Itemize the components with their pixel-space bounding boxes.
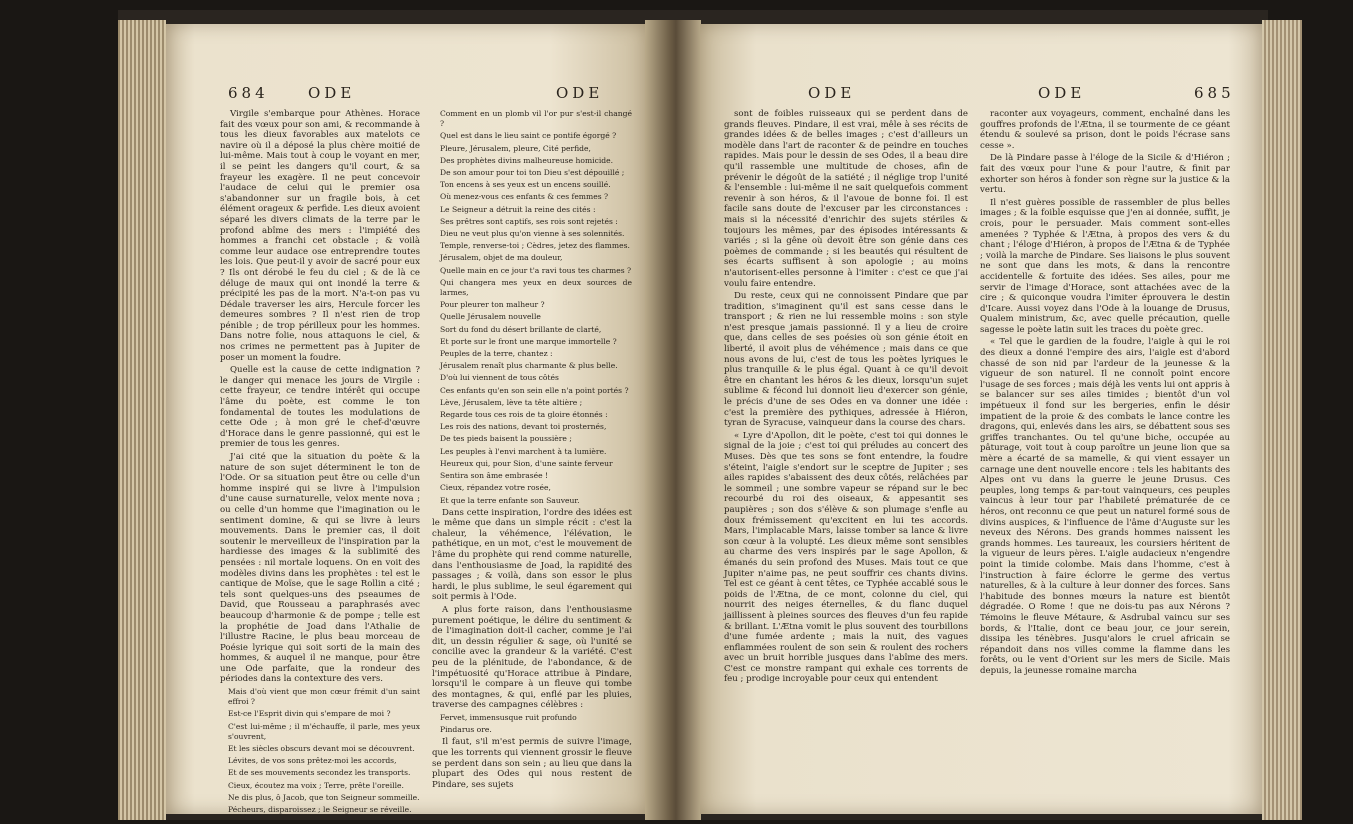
text-block: Où menez-vous ces enfants & ces femmes ?: [440, 192, 609, 202]
text-block: sont de foibles ruisseaux qui se perdent dans de grands fleuves. Pindare, il est vrai, mêle à ses récits de grandes idées & de belles images ; c'est d'ailleurs un modèle dans l'art de raconter & de peindre en touches rapides. Mais pour le dessin de ses Odes, il a beau dire qu'il rassemble une multitude de choses, afin de prévenir le dégoût de la satiété ; il néglige trop l'unité & l'ensemble : lui-même il ne sait quelquefois comment revenir à son héros, & il l'avoue de bonne foi. Il est facile sans doute de l'excuser par les circonstances : mais si la nécessité d'enrichir des sujets stériles & toujours les mêmes, par des épisodes intéressants & variés ; si la gêne où devoit être son génie dans ces poèmes de commande ; si les beautés qui résultent de ses écarts suffisent à son apologie ; au moins n'autorisent-elles personne à l'imiter : c'est ce que j'ai voulu faire entendre.: [724, 109, 968, 289]
left-column-2: [432, 109, 632, 809]
text-block: Des prophètes divins malheureuse homicide.: [440, 155, 614, 165]
text-block: D'où lui viennent de tous côtés: [440, 373, 559, 383]
text-block: Comment en un plomb vil l'or pur s'est-il changé ?: [440, 109, 632, 129]
text-block: « Lyre d'Apollon, dit le poète, c'est toi qui donnes le signal de la joie ; c'est toi qui préludes au concert des Muses. Dès que tes sons se font entendre, la foudre s'éteint, l'aigle s'endort sur le sceptre de Jupiter ; ses ailes rapides s'abaissent des deux côtés, relâchées par le sommeil ; une sombre vapeur se répand sur le bec recourbé du roi des oiseaux, & appesantit ses paupières ; son dos s'élève & son plumage s'enfle au doux frémissement qu'excitent en lui tes accords. Mars, l'implacable Mars, laisse tomber sa lance & livre son cœur à la volupté. Les dieux même sont sensibles au charme des vers inspirés par le sage Apollon, & émanés du sein profond des Muses. Mais tout ce que Jupiter n'aime pas, ne peut souffrir ces chants divins. Tel est ce géant à cent têtes, ce Typhée accablé sous le poids de l'Ætna, de ce mont, colonne du ciel, qui nourrit des neiges éternelles, & du flanc duquel jaillissent à pleines sources des fleuves d'un feu rapide & brillant. L'Ætna vomit le plus souvent des tourbillons d'une fumée ardente ; mais la nuit, des vagues enflammées roulent de son sein & roulent des rochers avec un bruit horrible jusques dans l'abîme des mers. C'est ce monstre rampant qui exhale ces torrents de feu ; prodige incroyable pour ceux qui entendent: [724, 430, 968, 685]
text-block: Il n'est guères possible de rassembler de plus belles images ; & la foible esquisse que j'en ai donnée, suffit, je crois, pour le persuader. Mais comment sont-elles amenées ? Typhée & l'Ætna, à propos des vers & du chant ; l'éloge d'Hiéron, à propos de l'Ætna & de Typhée ; voilà la marche de Pindare. Ses liaisons le plus souvent ne sont que dans les mots, & dans la rencontre accidentelle & fortuite des idées. Ses ailes, pour me servir de l'image d'Horace, sont attachées avec de la cire ; & quiconque voudra l'imiter éprouvera le destin d'Icare. Aussi voyez dans l'Ode à la louange de Drusus, Qualem ministrum, &c, avec quelle précaution, quelle sagesse le poète latin suit les traces du poète grec.: [980, 197, 1230, 335]
book-gutter: [645, 20, 701, 820]
right-running-head-1: ODE: [808, 84, 856, 102]
text-block: Et les siècles obscurs devant moi se découvrent.: [228, 744, 415, 754]
text-block: Quelle est la cause de cette indignation ? le danger qui menace les jours de Virgile : cette frayeur, ce tendre intérêt qui occupe l'âme du poète, est comme le ton fondamental de toutes les modulations de cette Ode ; à mon gré le chef-d'œuvre d'Horace dans le genre passionné, qui est le premier de tous les genres.: [220, 365, 420, 450]
text-block: Dans cette inspiration, l'ordre des idées est le même que dans un simple récit : c'est la chaleur, la véhémence, l'élévation, le pathétique, en un mot, c'est le mouvement de l'âme du prophète qui rend comme naturelle, dans l'enthousiasme de Joad, la rapidité des passages ; & voilà, dans son essor le plus hardi, le plus sublime, le seul égarement qui soit permis à l'Ode.: [432, 507, 632, 603]
text-block: Lévites, de vos sons prêtez-moi les accords,: [228, 756, 397, 766]
right-column-1: [724, 109, 968, 809]
text-block: Ces enfants qu'en son sein elle n'a point portés ?: [440, 385, 629, 395]
text-block: Du reste, ceux qui ne connoissent Pindare que par tradition, s'imaginent qu'il est sans cesse dans le transport ; & rien ne lui ressemble moins : son style n'est presque jamais passionné. Il y a lieu de croire que, dans celles de ses poésies où son génie étoit en liberté, il avoit plus de véhémence ; mais dans ce que nous avons de lui, c'est de tous les poètes lyriques le plus tranquille & le plus égal. Quant à ce qu'il devoit être en chantant les héros & les dieux, lorsqu'un sujet sublime & fécond lui donnoit lieu d'exercer son génie, le précis d'une de ses Odes en va donner une idée : c'est la première des pythiques, adressée à Hiéron, tyran de Syracuse, vainqueur dans la course des chars.: [724, 291, 968, 429]
text-block: Mais d'où vient que mon cœur frémit d'un saint effroi ?: [228, 687, 420, 707]
text-block: De son amour pour toi ton Dieu s'est dépouillé ;: [440, 168, 625, 178]
text-block: Qui changera mes yeux en deux sources de larmes,: [440, 277, 632, 298]
right-column-2: [980, 109, 1230, 809]
text-block: Fervet, immensusque ruit profundo: [440, 712, 577, 722]
right-running-head-2: ODE: [1038, 84, 1086, 102]
text-block: Jérusalem, objet de ma douleur,: [440, 253, 563, 263]
text-block: Et de ses mouvements secondez les transports.: [228, 768, 411, 778]
text-block: Et porte sur le front une marque immortelle ?: [440, 336, 617, 346]
right-page: [700, 24, 1262, 814]
text-block: Dieu ne veut plus qu'on vienne à ses solennités.: [440, 229, 625, 239]
left-page: [166, 24, 646, 814]
text-block: Quelle Jérusalem nouvelle: [440, 312, 541, 322]
left-page-number: 684: [228, 84, 269, 102]
text-block: Ton encens à ses yeux est un encens souillé.: [440, 180, 611, 190]
text-block: Regarde tous ces rois de ta gloire étonnés :: [440, 410, 608, 420]
left-running-head-2: ODE: [556, 84, 604, 102]
text-block: Est-ce l'Esprit divin qui s'empare de moi ?: [228, 709, 391, 719]
text-block: Le Seigneur a détruit la reine des cités :: [440, 204, 596, 214]
text-block: Quelle main en ce jour t'a ravi tous tes charmes ?: [440, 265, 632, 275]
text-block: Pour pleurer ton malheur ?: [440, 300, 545, 310]
text-block: J'ai cité que la situation du poète & la nature de son sujet déterminent le ton de l'Ode. Or sa situation peut être ou celle d'un homme inspiré qui se livre à l'impulsion d'une cause surnaturelle, velox mente nova ; ou celle d'un homme que l'imagination ou le sentiment domine, & qui se livre à leurs mouvements. Dans le premier cas, il doit soutenir le merveilleux de l'inspiration par la hardiesse des images & la sublimité des pensées : nil mortale loquens. On en voit des modèles divins dans les prophètes : tel est le cantique de Moïse, que le sage Rollin a cité ; tels sont quelques-uns des pseaumes de David, que Rousseau a paraphrasés avec beaucoup d'harmonie & de pompe ; telle est la prophétie de Joad dans l'Athalie de l'illustre Racine, le plus beau morceau de Poésie lyrique qui soit sorti de la main des hommes, & auquel il ne manque, pour être une Ode parfaite, que la rondeur des périodes dans la contexture des vers.: [220, 452, 420, 685]
left-column-1: [220, 109, 420, 815]
text-block: Ses prêtres sont captifs, ses rois sont rejetés :: [440, 216, 618, 226]
right-page-edges: [1262, 20, 1302, 820]
text-block: Sentira son âme embrasée !: [440, 471, 549, 481]
text-block: Ne dis plus, ô Jacob, que ton Seigneur sommeille.: [228, 792, 420, 802]
text-block: De là Pindare passe à l'éloge de la Sicile & d'Hiéron ; fait des vœux pour l'une & pour l'autre, & finit par exhorter son héros à fonder son règne sur la justice & la vertu.: [980, 153, 1230, 196]
text-block: Les peuples à l'envi marchent à ta lumière.: [440, 446, 607, 456]
text-block: Cieux, répandez votre rosée,: [440, 483, 551, 493]
text-block: Sort du fond du désert brillante de clarté,: [440, 324, 602, 334]
text-block: Temple, renverse-toi ; Cèdres, jetez des flammes.: [440, 241, 630, 251]
text-block: C'est lui-même ; il m'échauffe, il parle, mes yeux s'ouvrent,: [228, 721, 420, 741]
text-block: A plus forte raison, dans l'enthousiasme purement poétique, le délire du sentiment & de l'imagination doit-il cacher, comme je l'ai dit, un dessin régulier & sage, où l'unité se concilie avec la grandeur & la variété. C'est peu de la plénitude, de l'abondance, & de l'impétuosité qu'Horace attribue à Pindare, lorsqu'il le compare à un fleuve qui tombe des montagnes, & qui, enflé par les pluies, traverse des campagnes célèbres :: [432, 605, 632, 711]
text-block: Pleure, Jérusalem, pleure, Cité perfide,: [440, 143, 591, 153]
left-running-head-1: ODE: [308, 84, 356, 102]
right-page-number: 685: [1194, 84, 1235, 102]
text-block: Pindarus ore.: [440, 725, 492, 735]
left-page-edges: [118, 20, 166, 820]
text-block: De tes pieds baisent la poussière ;: [440, 434, 572, 444]
text-block: Jérusalem renaît plus charmante & plus belle.: [440, 361, 618, 371]
text-block: Quel est dans le lieu saint ce pontife égorgé ?: [440, 131, 617, 141]
text-block: Peuples de la terre, chantez :: [440, 349, 553, 359]
text-block: « Tel que le gardien de la foudre, l'aigle à qui le roi des dieux a donné l'empire des airs, l'aigle est d'abord chassé de son nid par l'ardeur de la jeunesse & la vigueur de son naturel. Il ne connoît point encore l'usage de ses forces ; mais déjà les vents lui ont appris à se balancer sur ses ailes timides ; bientôt d'un vol impétueux il fond sur les bergeries, enfin le désir impatient de la proie & des combats le lance contre les dragons, qui, enlevés dans les airs, se débattent sous ses griffes tranchantes. Ou tel qu'une biche, occupée au pâturage, voit tout à coup paroître un jeune lion que sa mère a écarté de sa mamelle, & qui vient essayer un carnage une dent nouvelle encore : tels les habitants des Alpes ont vu dans la guerre le jeune Drusus. Ces peuples, long temps & par-tout vainqueurs, ces peuples vaincus à leur tour par l'habileté prématurée de ce héros, ont reconnu ce que peut un naturel formé sous de divins auspices, & l'influence de l'âme d'Auguste sur les neveux des Nérons. Des grands hommes naissent les grands hommes. Les taureaux, les coursiers héritent de la vigueur de leurs pères. L'aigle audacieux n'engendre point la timide colombe. Mais dans l'homme, c'est à l'instruction à faire éclorre le germe des vertus naturelles, & à la culture à leur donner des forces. Sans l'habitude des bonnes mœurs la nature est bientôt dégradée. O Rome ! que ne dois-tu pas aux Nérons ? Témoins le fleuve Métaure, & Asdrubal vaincu sur ses bords, & l'Italie, dont ce beau jour, ce jour serein, dissipa les ténèbres. Jusqu'alors le cruel africain se répandoit dans nos villes comme la flamme dans les forêts, ou le vent d'Orient sur les mers de Sicile. Mais depuis, la jeunesse romaine marcha: [980, 337, 1230, 676]
text-block: raconter aux voyageurs, comment, enchaîné dans les gouffres profonds de l'Ætna, il se tourmente de ce géant étendu & soulevé sa prison, dont le poids l'écrase sans cesse ».: [980, 109, 1230, 151]
text-block: Les rois des nations, devant toi prosternés,: [440, 422, 607, 432]
text-block: Il faut, s'il m'est permis de suivre l'image, que les torrents qui viennent grossir le fleuve se perdent dans son sein ; au lieu que dans la plupart des Odes qui nous restent de Pindare, ses sujets: [432, 737, 632, 790]
text-block: Pécheurs, disparoissez ; le Seigneur se réveille.: [228, 805, 412, 815]
text-block: Heureux qui, pour Sion, d'une sainte ferveur: [440, 458, 613, 468]
text-block: Virgile s'embarque pour Athènes. Horace fait des vœux pour son ami, & recommande à tous les dieux favorables aux matelots ce navire où il a déposé la plus chère moitié de lui-même. Mais tout à coup le voyant en mer, il se peint les dangers qu'il court, & sa frayeur les exagère. Il ne peut concevoir l'audace de celui qui le premier osa s'abandonner sur un fragile bois, à cet élément orageux & perfide. Les dieux avoient séparé les divers climats de la terre par le profond abîme des mers : l'impiété des hommes a franchi cet obstacle ; & voilà comme leur audace ose entreprendre toutes les lois. Que peut-il y avoir de sacré pour eux ? Ils ont dérobé le feu du ciel ; & de là ce déluge de maux qui ont inondé la terre & précipité les pas de la mort. N'a-t-on pas vu Dédale traverser les airs, Hercule forcer les demeures sombres ? Il n'est rien de trop pénible ; de trop périlleux pour les hommes. Dans notre folie, nous attaquons le ciel, & nos crimes ne permettent pas à Jupiter de poser un moment la foudre.: [220, 109, 420, 363]
text-block: Cieux, écoutez ma voix ; Terre, prête l'oreille.: [228, 780, 404, 790]
text-block: Et que la terre enfante son Sauveur.: [440, 495, 580, 505]
text-block: Lève, Jérusalem, lève ta tête altière ;: [440, 397, 583, 407]
